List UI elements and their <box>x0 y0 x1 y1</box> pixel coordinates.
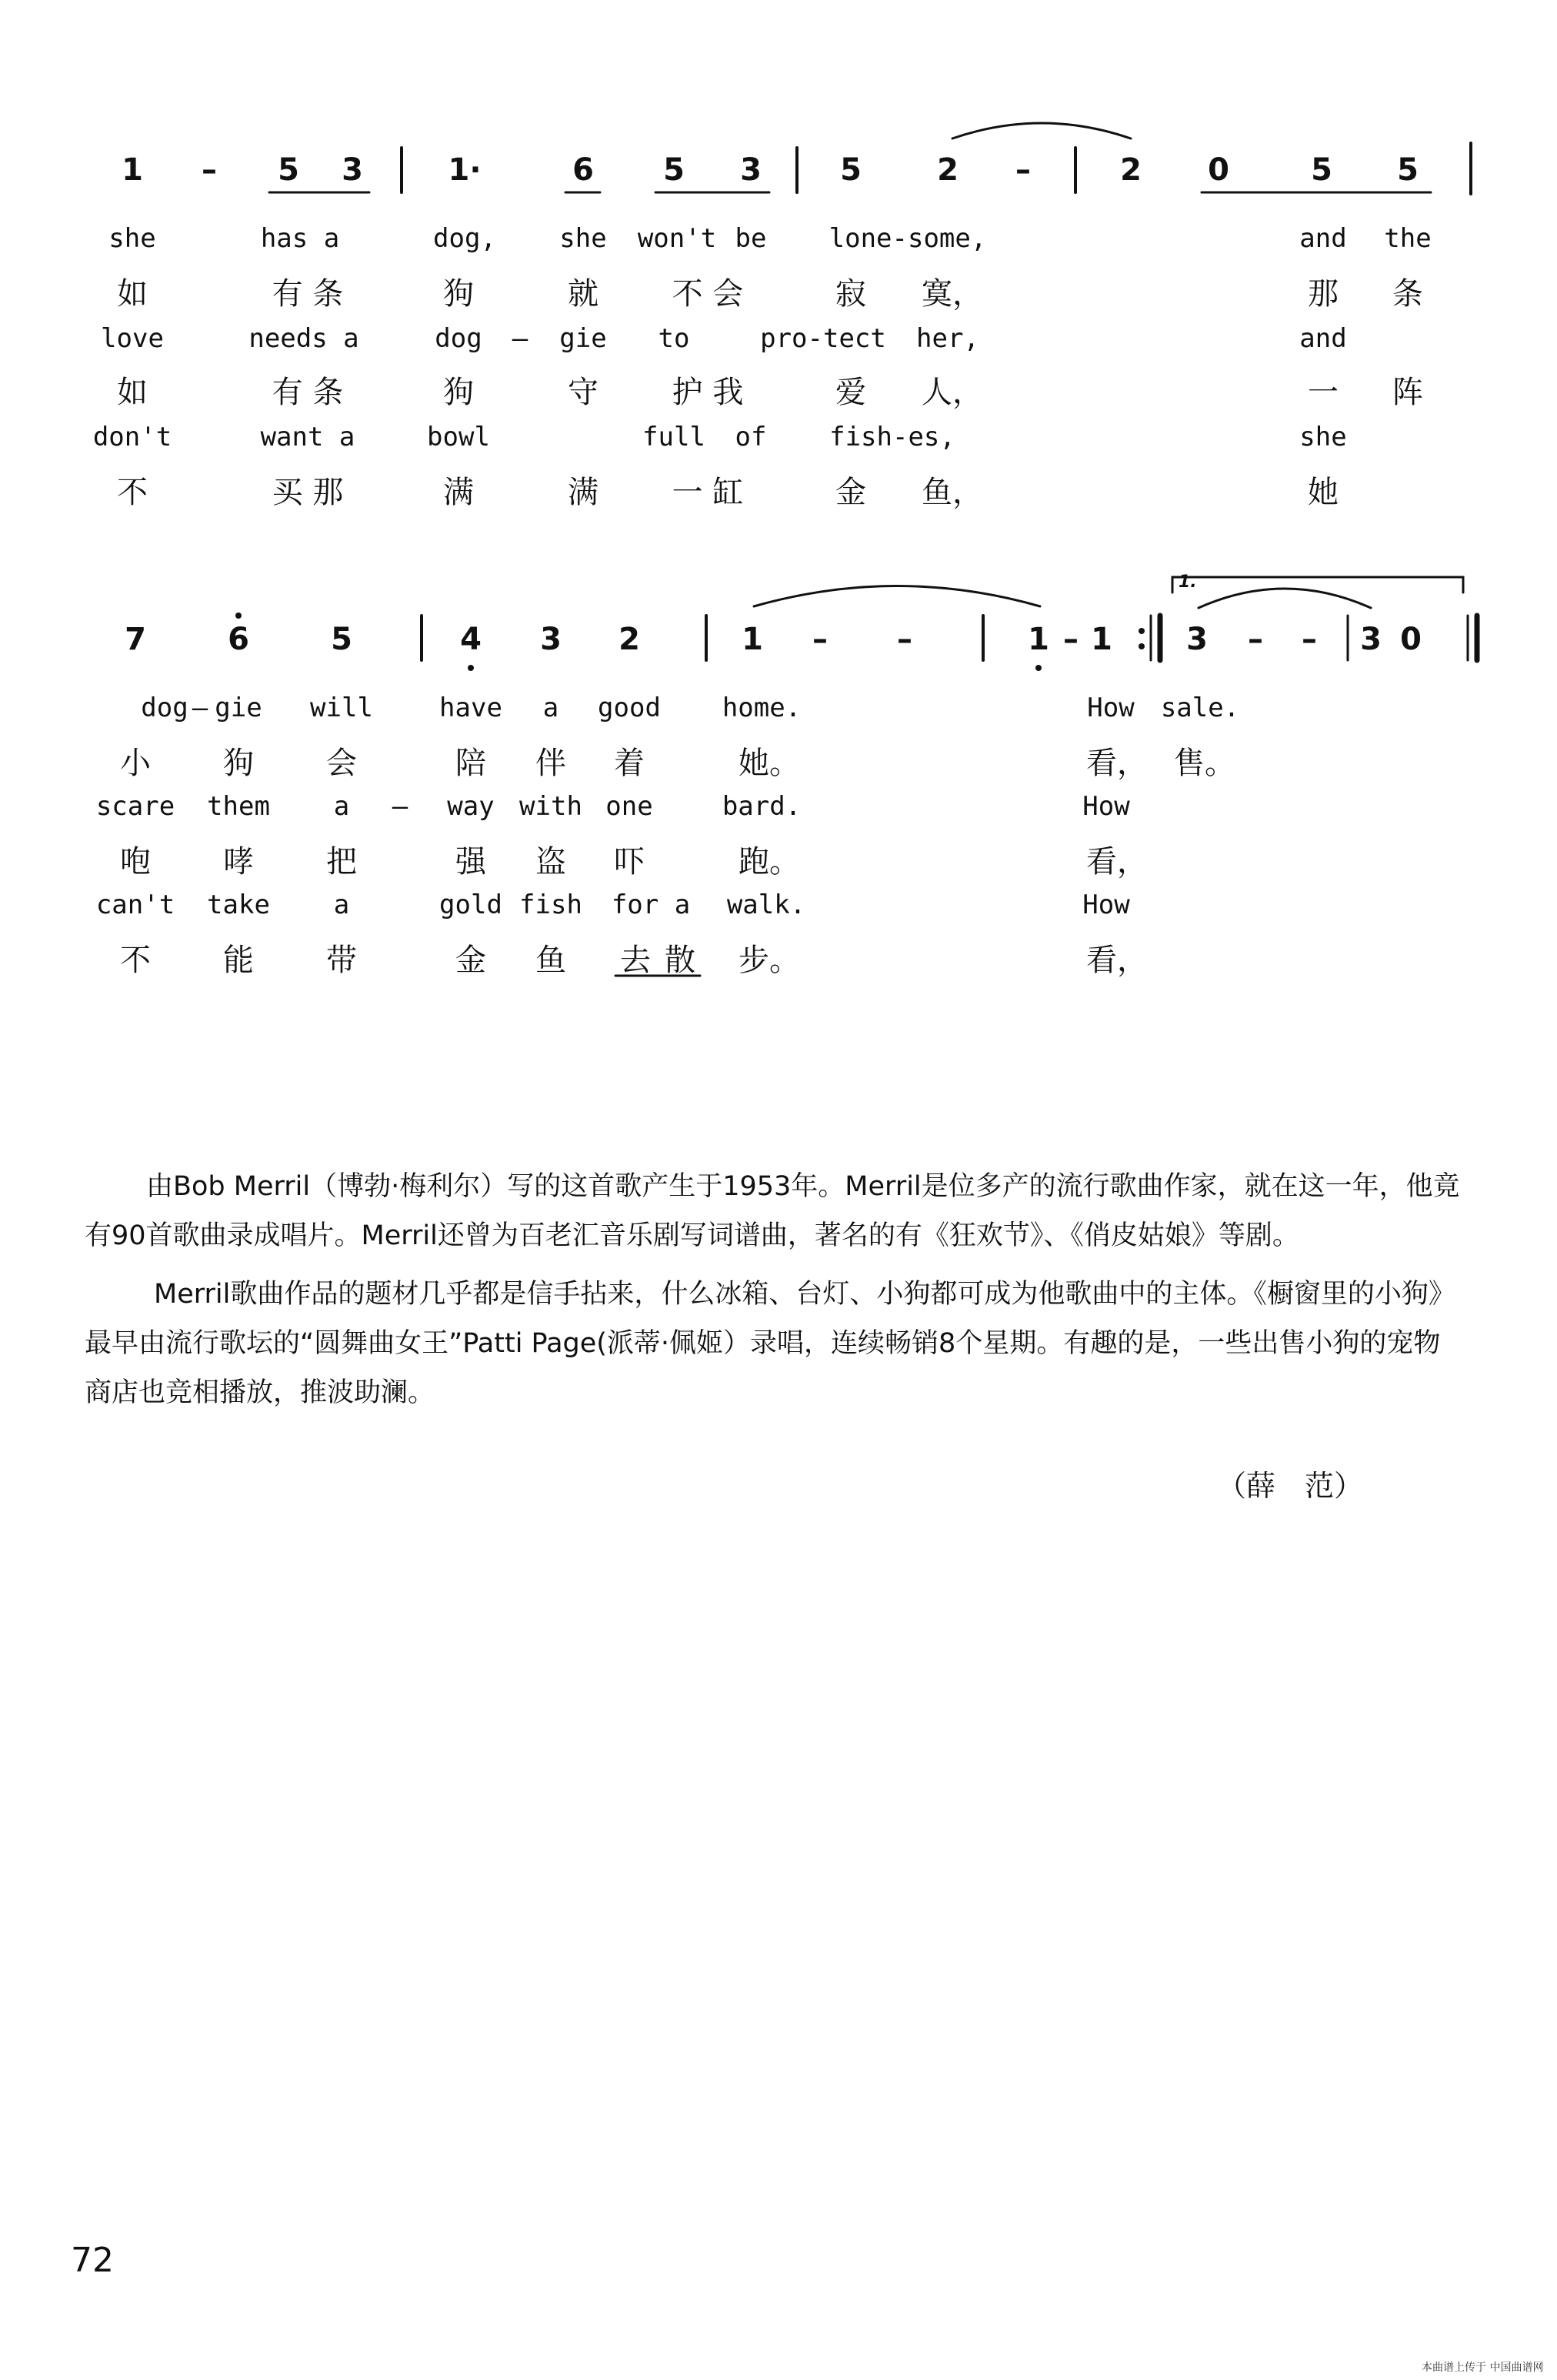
lyric: 小 <box>120 746 151 781</box>
lyric: scare <box>95 791 175 822</box>
lyric: 着 <box>614 746 645 781</box>
lyric: 一 缸 <box>672 475 744 510</box>
lyric: be <box>735 223 767 254</box>
lyric: 守 <box>568 375 598 410</box>
note: 7 <box>125 622 146 657</box>
lyric: How <box>1082 791 1130 822</box>
note: 1· <box>448 152 482 188</box>
note: 3 <box>342 152 363 188</box>
article-paragraph-2: Merril歌曲作品的题材几乎都是信手拈来，什么冰箱、台灯、小狗都可成为他歌曲中的主体。《橱窗里的小狗》最早由流行歌坛的“圆舞曲女王”Patti Page(派蒂·佩姬）录唱，连续畅销8个星期。有趣的是，一些出售小狗的宠物商店也竞相播放，推波助澜。 <box>85 1279 1455 1408</box>
lyric: fish <box>519 890 582 920</box>
lyric: will <box>310 693 373 723</box>
lyric: a <box>542 693 559 723</box>
lyric: 陪 <box>455 746 486 781</box>
lyric: home. <box>722 693 802 723</box>
lyric: 狗 <box>223 746 254 781</box>
lyric: way <box>447 791 495 822</box>
lyric: 满 <box>568 475 598 510</box>
note: 5 <box>663 152 685 188</box>
lyric: 强 <box>455 844 486 880</box>
note: 3 <box>1186 622 1208 657</box>
note: 5 <box>1397 152 1419 188</box>
note: 2 <box>1120 152 1142 188</box>
article-author: （薛 范） <box>1217 1469 1364 1503</box>
lyric: the <box>1384 223 1432 254</box>
note: 5 <box>840 152 862 188</box>
note: 3 <box>540 622 562 657</box>
tie <box>952 123 1131 139</box>
lyric: one <box>605 791 653 822</box>
upload-credit: 本曲谱上传于 中国曲谱网 <box>1422 2362 1544 2374</box>
lyric: her, <box>916 323 979 354</box>
lyric: to <box>658 323 690 354</box>
lyric: 条 <box>1392 276 1423 312</box>
lyric: 吓 <box>614 844 645 880</box>
lyric: How <box>1082 890 1130 920</box>
lyric: 不 <box>120 943 151 978</box>
note: – <box>1015 152 1031 188</box>
note: 1 <box>122 152 143 188</box>
lyric: good <box>598 693 661 723</box>
lyric: How <box>1087 693 1135 723</box>
lyric: have <box>439 693 502 723</box>
lyric: 看， <box>1086 844 1148 880</box>
note: – <box>1302 622 1317 657</box>
lyric: 寂 <box>835 276 866 312</box>
lyric: 咆 <box>120 844 151 880</box>
lyric: dog <box>435 323 482 354</box>
note: – <box>897 622 912 657</box>
note: 1 <box>1091 622 1112 657</box>
lyric: and <box>1299 223 1347 254</box>
note: – <box>1063 622 1079 657</box>
lyric: 跑。 <box>738 844 800 880</box>
lyric: 有 条 <box>272 375 344 410</box>
lyric: 鱼， <box>922 475 983 510</box>
lyric: gie <box>215 693 262 723</box>
lyric: bowl <box>427 422 490 452</box>
article-body <box>85 1162 1462 1417</box>
note: 5 <box>278 152 299 188</box>
lyric: 哮 <box>223 844 254 880</box>
lyric: 狗 <box>443 375 474 410</box>
lyric: full <box>642 422 705 452</box>
lyric: 如 <box>117 276 148 312</box>
tie <box>1199 589 1371 608</box>
lyric: she <box>108 223 156 254</box>
note: 5 <box>1311 152 1332 188</box>
lyric: 护 我 <box>672 375 744 410</box>
volta-label: 1. <box>1179 572 1197 592</box>
lyric: 把 <box>326 844 357 880</box>
lyric: fish-es, <box>829 422 955 452</box>
tie <box>754 586 1040 607</box>
note: 2 <box>937 152 959 188</box>
lyric: them <box>207 791 270 822</box>
lyric: 不 <box>117 475 148 510</box>
lyric: 盗 <box>535 844 566 880</box>
note: 0 <box>1400 622 1422 657</box>
lyric: – <box>392 791 408 822</box>
lyric: 不 会 <box>672 276 744 312</box>
lyric: 狗 <box>443 276 474 312</box>
lyric: 步。 <box>738 943 800 978</box>
lyric: take <box>207 890 270 920</box>
lyric: 伴 <box>535 746 566 781</box>
lyric: gie <box>559 323 607 354</box>
lyric: pro-tect <box>760 323 886 354</box>
lyric: 她 <box>1308 475 1339 510</box>
lyric: 看， <box>1086 943 1148 978</box>
lyric: can't <box>95 890 175 920</box>
lyric: bard. <box>722 791 802 822</box>
lyric: 阵 <box>1392 375 1423 410</box>
article-paragraph-1: 由Bob Merril（博勃·梅利尔）写的这首歌产生于1953年。Merril是位多产的流行歌曲作家，就在这一年，他竟有90首歌曲录成唱片。Merril还曾为百老汇音乐剧写词谱曲，著名的有《狂欢节》、《俏皮姑娘》等剧。 <box>85 1171 1460 1251</box>
note: 1 <box>742 622 763 657</box>
lyric: has a <box>260 223 340 254</box>
lyric: 金 <box>835 475 866 510</box>
lyric: 如 <box>117 375 148 410</box>
lyric: 爱 <box>835 375 866 410</box>
lyric: dog <box>141 693 188 723</box>
lyric: love <box>101 323 164 354</box>
lyric: 带 <box>326 943 357 978</box>
lyric: 有 条 <box>272 276 344 312</box>
lyric: 去 <box>620 943 651 978</box>
octave-dot <box>235 613 242 619</box>
note: 3 <box>1360 622 1382 657</box>
lyric: with <box>519 791 582 822</box>
volta-bracket <box>1172 577 1463 592</box>
lyric: 鱼 <box>535 943 566 978</box>
lyric: 金 <box>455 943 486 978</box>
lyric: won't <box>637 223 717 254</box>
lyric: – <box>192 693 208 723</box>
note: 1 <box>1028 622 1049 657</box>
lyric: needs a <box>248 323 359 354</box>
lyric: 一 <box>1308 375 1339 410</box>
note: 2 <box>618 622 640 657</box>
lyric: 寞， <box>922 276 983 312</box>
octave-dot <box>468 665 474 671</box>
note: 4 <box>460 622 482 657</box>
lyric: 买 那 <box>272 475 344 510</box>
lyric: she <box>559 223 607 254</box>
lyric: 那 <box>1308 276 1339 312</box>
note: 6 <box>572 152 594 188</box>
lyric: she <box>1299 422 1347 452</box>
repeat-dot <box>1139 643 1145 649</box>
lyric: 满 <box>443 475 474 510</box>
lyric: 散 <box>665 943 695 978</box>
lyric: sale. <box>1160 693 1240 723</box>
lyric: 她。 <box>738 746 800 781</box>
lyric: 看， <box>1086 746 1148 781</box>
lyric: 会 <box>326 746 357 781</box>
octave-dot <box>1035 665 1042 671</box>
note: – <box>812 622 828 657</box>
lyric: dog, <box>433 223 496 254</box>
lyric: 就 <box>568 276 598 312</box>
note: – <box>202 152 217 188</box>
note: 0 <box>1208 152 1229 188</box>
page-number: 72 <box>71 2241 114 2280</box>
lyric: walk. <box>726 890 806 920</box>
repeat-dot <box>1139 628 1145 634</box>
lyric: lone-some, <box>829 223 987 254</box>
lyric: a <box>333 890 350 920</box>
lyric: want a <box>260 422 355 452</box>
lyric: a <box>333 791 350 822</box>
lyric: and <box>1299 323 1347 354</box>
lyric: for a <box>611 890 691 920</box>
lyric: 人， <box>922 375 983 410</box>
lyric: don't <box>92 422 172 452</box>
note: 6 <box>228 622 249 657</box>
note: 3 <box>740 152 762 188</box>
note: 5 <box>331 622 352 657</box>
lyric: – <box>512 323 528 354</box>
lyric: 售。 <box>1174 746 1235 781</box>
lyric: of <box>735 422 767 452</box>
lyric: gold <box>439 890 502 920</box>
note: – <box>1248 622 1263 657</box>
lyric: 能 <box>223 943 254 978</box>
